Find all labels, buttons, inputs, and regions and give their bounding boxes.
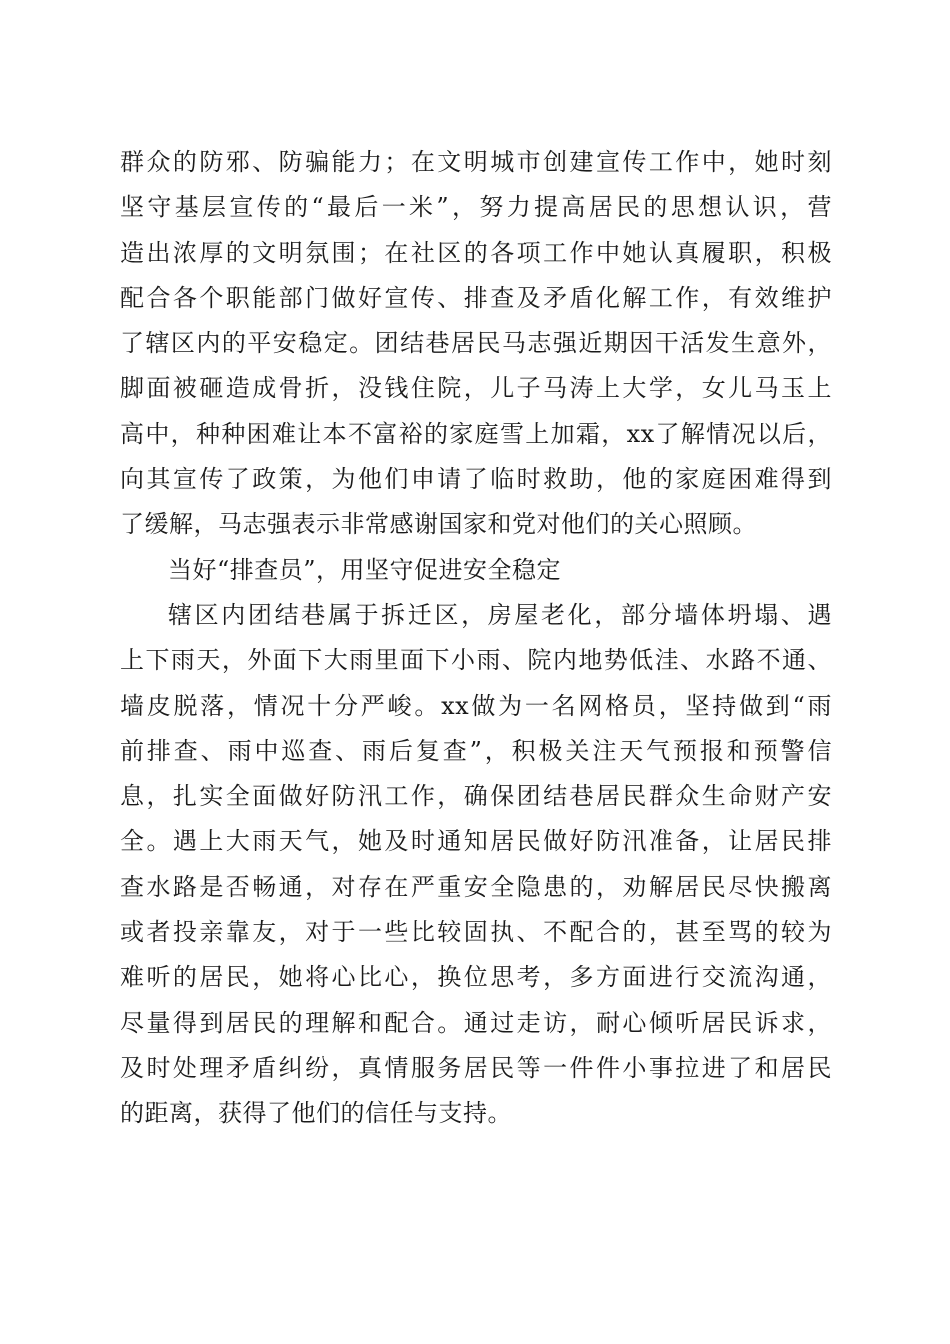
paragraph-line: 造出浓厚的文明氛围；在社区的各项工作中她认真履职，积极: [120, 238, 832, 267]
paragraph-line: 或者投亲靠友，对于一些比较固执、不配合的，甚至骂的较为: [120, 918, 832, 947]
paragraph-line: 坚守基层宣传的“最后一米”，努力提高居民的思想认识，营: [120, 193, 832, 222]
paragraph-line: 上下雨天，外面下大雨里面下小雨、院内地势低洼、水路不通、: [120, 646, 832, 675]
paragraph-line: 及时处理矛盾纠纷，真情服务居民等一件件小事拉进了和居民: [120, 1053, 832, 1082]
paragraph-line: 的距离，获得了他们的信任与支持。: [120, 1099, 512, 1128]
document-body: [120, 140, 832, 1137]
paragraph-2: [120, 593, 832, 1137]
paragraph-line: 配合各个职能部门做好宣传、排查及矛盾化解工作，有效维护: [120, 283, 832, 312]
paragraph-line: 尽量得到居民的理解和配合。通过走访，耐心倾听居民诉求，: [120, 1008, 832, 1037]
paragraph-line: 全。遇上大雨天气，她及时通知居民做好防汛准备，让居民排: [120, 827, 832, 856]
paragraph-line: 高中，种种困难让本不富裕的家庭雪上加霜，xx了解情况以后，: [120, 419, 832, 448]
paragraph-line: 息，扎实全面做好防汛工作，确保团结巷居民群众生命财产安: [120, 782, 832, 811]
section-heading: 当好“排查员”，用坚守促进安全稳定: [168, 555, 562, 584]
paragraph-line: 辖区内团结巷属于拆迁区，房屋老化，部分墙体坍塌、遇: [168, 600, 832, 629]
paragraph-line: 向其宣传了政策，为他们申请了临时救助，他的家庭困难得到: [120, 465, 832, 494]
paragraph-line: 群众的防邪、防骗能力；在文明城市创建宣传工作中，她时刻: [120, 148, 832, 176]
paragraph-line: 查水路是否畅通，对存在严重安全隐患的，劝解居民尽快搬离: [120, 872, 832, 901]
paragraph-line: 了辖区内的平安稳定。团结巷居民马志强近期因干活发生意外，: [120, 329, 832, 358]
paragraph-line: 脚面被砸造成骨折，没钱住院，儿子马涛上大学，女儿马玉上: [120, 374, 832, 403]
paragraph-line: 了缓解，马志强表示非常感谢国家和党对他们的关心照顾。: [120, 510, 757, 539]
paragraph-line: 难听的居民，她将心比心，换位思考，多方面进行交流沟通，: [120, 963, 832, 992]
paragraph-1: [120, 140, 832, 548]
paragraph-line: 墙皮脱落，情况十分严峻。xx做为一名网格员，坚持做到“雨: [120, 691, 832, 720]
paragraph-line: 前排查、雨中巡查、雨后复查”，积极关注天气预报和预警信: [120, 736, 832, 765]
